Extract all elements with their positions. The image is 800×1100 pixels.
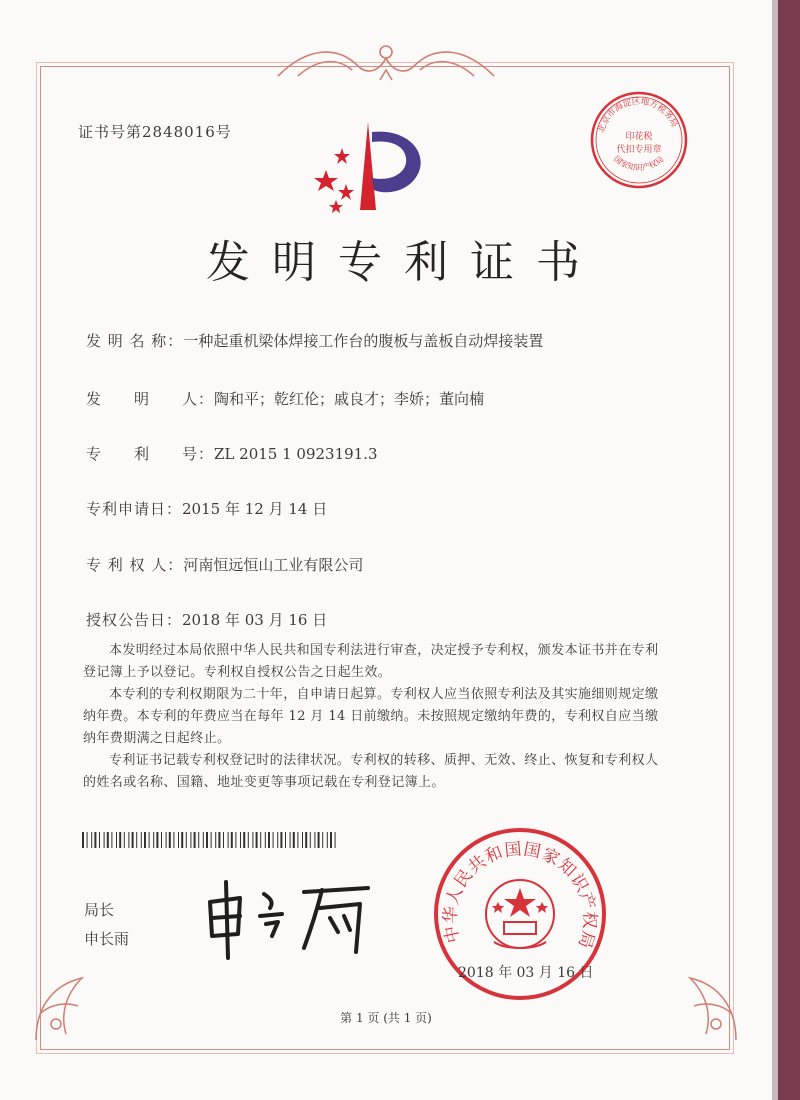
top-seal-line2: 代扣专用章 [616,145,662,155]
application-date-row [86,498,327,519]
field-label: 专 利 权 人： [86,556,184,574]
corner-ornament-bottom-right-icon [666,944,746,1044]
field-value: 2018 年 03 月 16 日 [182,611,328,629]
field-value: 2015 年 12 月 14 日 [182,500,328,518]
signatory-title: 局长 [84,901,115,919]
field-label: 发 明 名 称： [86,332,184,350]
signatory-name: 申长雨 [84,930,130,948]
top-seal-line1: 印花税 [625,132,653,142]
binding-cover [778,0,800,1100]
top-seal-outer-text: 北京市海淀区地方税务局 [596,96,680,135]
top-ornament-icon [268,40,504,86]
invention-name-row [86,330,543,351]
field-label: 专 利 号： [86,445,215,463]
grant-date-row [86,609,327,630]
field-value: 一种起重机梁体焊接工作台的腹板与盖板自动焊接装置 [183,332,544,350]
certificate-body [83,640,667,794]
field-value: 河南恒远恒山工业有限公司 [183,556,364,574]
barcode-icon [82,832,338,848]
body-paragraph: 专利证书记载专利权登记时的法律状况。专利权的转移、质押、无效、终止、恢复和专利权人的姓名或名称、国籍、地址变更等事项记载在专利登记簿上。 [83,753,659,790]
seal-date: 2018 年 03 月 16 日 [458,965,594,981]
signature-icon [200,872,380,962]
corner-ornament-bottom-left-icon [26,944,106,1044]
certificate-number: 证书号第2848016号 [78,123,232,141]
patentee-row [86,554,363,575]
patent-number-row [86,443,378,464]
field-label: 专利申请日： [86,500,183,518]
body-paragraph: 本专利的专利权期限为二十年，自申请日起算。专利权人应当依照专利法及其实施细则规定缴纳年费。本专利的年费应当在每年 12 月 14 日前缴纳。未按照规定缴纳年费的，专利权自应当缴纳年费期满之日起终止。 [83,687,659,746]
field-value: 陶和平；乾红伦；戚良才；李娇；董向楠 [214,390,485,408]
field-label: 发 明 人： [86,390,215,408]
body-paragraph: 本发明经过本局依照中华人民共和国专利法进行审查，决定授予专利权，颁发本证书并在专利登记簿上予以登记。专利权自授权公告之日起生效。 [83,643,659,680]
page-footer: 第 1 页 (共 1 页) [340,1011,432,1025]
patent-office-logo-icon [312,118,436,216]
stamp-duty-seal-icon [589,90,689,190]
certificate-title: 发明专利证书 [206,237,602,288]
top-seal-bottom-text: 国家知识产权局 [611,154,666,173]
field-label: 授权公告日： [86,611,183,629]
field-value: ZL 2015 1 0923191.3 [214,445,378,463]
seal-text: 中华人民共和国国家知识产权局 [440,839,600,952]
inventors-row [86,388,484,409]
